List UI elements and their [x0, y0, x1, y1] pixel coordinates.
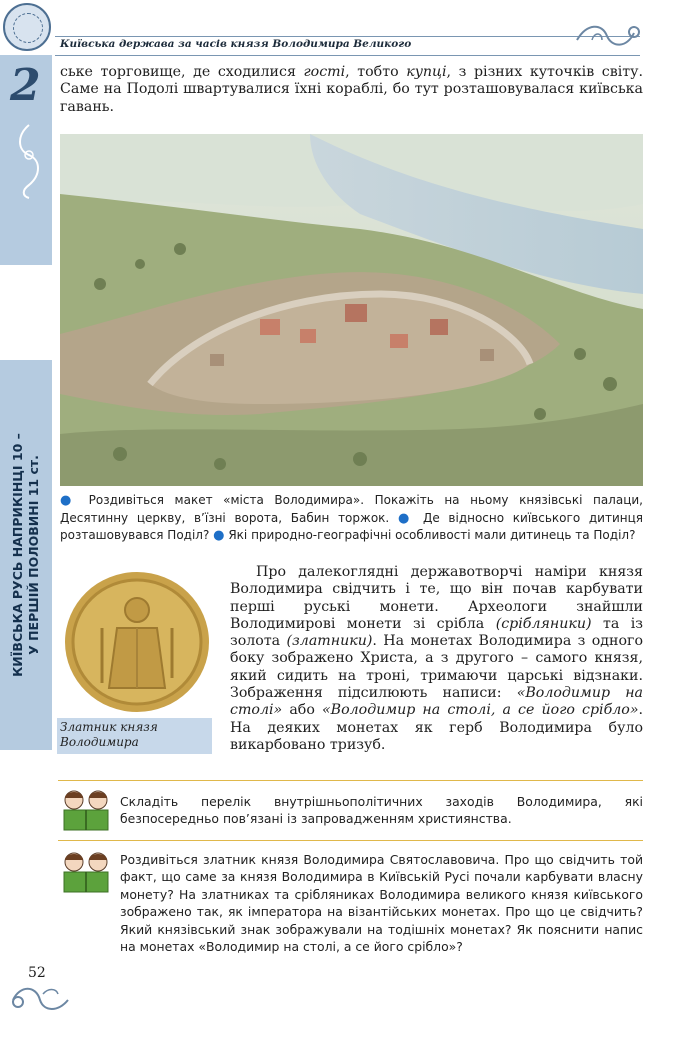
- intro-paragraph: ське торговище, де сходилися гості, тобто купці, з різних куточків світу. Саме на Подолі швартувалися їхні кораблі, бо тут розташовувалася київська гавань.: [60, 64, 643, 115]
- zlatnik-coin-image: [57, 568, 212, 716]
- section-label: КИЇВСЬКА РУСЬ НАПРИКІНЦІ 10 – У ПЕРШІЙ ПОЛОВИНІ 11 ст.: [10, 433, 41, 677]
- chapter-number: 2: [10, 60, 41, 111]
- city-model-image: [60, 134, 643, 486]
- task-divider: [58, 780, 643, 781]
- students-reading-icon: [60, 850, 112, 894]
- chapter-seal-logo: [3, 3, 51, 51]
- ornament-icon: [572, 18, 642, 54]
- side-ornament-icon: [12, 120, 46, 200]
- main-paragraph: Про далекоглядні державотворчі наміри князя Володимира свідчить і те, що він почав карбувати перші руські монети. Археологи знайшли Володимирові монети зі срібла (срібляники) та із золота (златники). На монетах Володимира з одного боку зображено Христа, а з другого – самого князя, який сидить на троні, тримаючи царські відзнаки. Зображення підсилюють написи: «Володимир на столі» або «Володимир на столі, а се його срібло». На деяких монетах як герб Володимира було викарбовано тризуб.: [230, 564, 644, 753]
- task-text: Роздивіться златник князя Володимира Святославовича. Про що свідчить той факт, що саме за князя Володимира в Київській Русі почали карбувати власну монету? На златниках та срібляниках Володимира великого князя київського зображено так, як імператора на візантійських монетах. Про що це свідчить? Який князівський знак зображували на тодішніх монетах? Як пояснити напис на монетах «Володимир на столі, а се його срібло»?: [120, 852, 643, 955]
- footer-ornament-icon: [8, 980, 78, 1020]
- students-reading-icon: [60, 788, 112, 832]
- task-divider: [58, 840, 643, 841]
- running-header-title: Київська держава за часів князя Володимира Великого: [60, 38, 412, 50]
- bullet-icon: ●: [60, 493, 79, 508]
- coin-caption: Златник князя Володимира: [60, 720, 158, 749]
- page-number: 52: [28, 965, 46, 981]
- bullet-icon: ●: [397, 510, 415, 526]
- bullet-icon: ●: [213, 528, 225, 543]
- image-caption-questions: ● Роздивіться макет «міста Володимира». Покажіть на ньому князівські палаци, Десятинну церкву, в’їзні ворота, Бабин торжок. ● Де відносно київського дитинця розташовувався Поділ? ● Які природно-географічні особливості мали дитинець та Поділ?: [60, 493, 643, 543]
- task-text: Складіть перелік внутрішньополітичних заходів Володимира, які безпосередньо пов’язані із запровадженням християнства.: [120, 794, 643, 827]
